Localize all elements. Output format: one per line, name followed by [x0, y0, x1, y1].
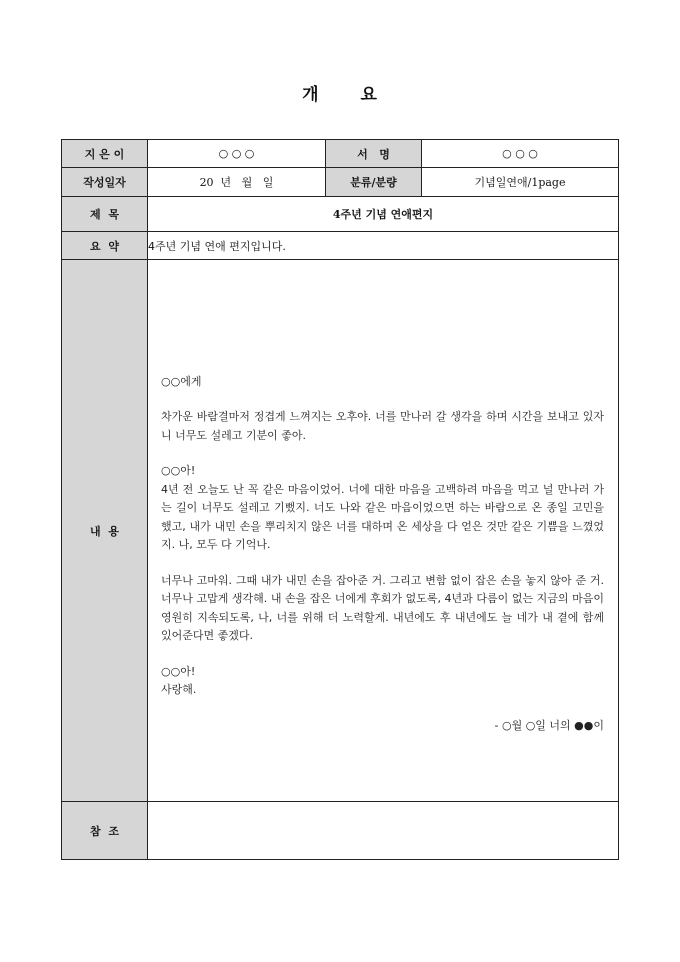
overview-form [61, 139, 619, 860]
date-row [62, 168, 619, 197]
letter-closing: 사랑해. [161, 683, 197, 697]
letter-paragraph-2: 4년 전 오늘도 난 꼭 같은 마음이었어. 너에 대한 마음을 고백하려 마음을 먹고 널 만나러 가는 길이 너무도 설레고 기뻤지. 너도 나와 같은 마음이었으면 하는 바람으로 온 종일 고민을 했고, 내가 내민 손을 뿌리치지 않은 너를 대하며 온 세상을 다 얻은 것만 같은 기쁨을 느꼈었지. 나, 모두 다 기억나. [161, 482, 604, 552]
letter-paragraph-3: 너무나 고마워. 그때 내가 내민 손을 잡아준 거. 그리고 변함 없이 잡은 손을 놓지 않아 준 거. 너무나 고맙게 생각해. 내 손을 잡은 너에게 후회가 없도록, 4년과 다름이 없는 지금의 마음이 영원히 지속되도록, 나, 너를 위해 더 노력할게. 내년에도 후 내년에도 늘 네가 내 곁에 함께 있어준다면 좋겠다. [161, 573, 604, 643]
subject-row [62, 197, 619, 232]
author-label: 지 은 이 [62, 140, 148, 168]
date-label: 작성일자 [62, 168, 148, 197]
reference-value [148, 802, 619, 860]
subject-value: 4주년 기념 연애편지 [148, 197, 619, 232]
letter-call-1: ○○아! [161, 464, 196, 478]
name-value: ○ ○ ○ [422, 140, 619, 168]
category-label: 분류/분량 [326, 168, 422, 197]
subject-label: 제 목 [62, 197, 148, 232]
letter-signature: - ○월 ○일 너의 ●●이 [494, 718, 604, 732]
summary-value: 4주년 기념 연애 편지입니다. [148, 232, 619, 260]
reference-row [62, 802, 619, 860]
author-row [62, 140, 619, 168]
reference-label: 참 조 [62, 802, 148, 860]
summary-label: 요 약 [62, 232, 148, 260]
letter-body [148, 260, 619, 802]
page-title: 개 요 [302, 85, 378, 105]
category-value: 기념일연애/1page [422, 168, 619, 197]
letter-call-2: ○○아! [161, 664, 196, 678]
letter-paragraph-1: 차가운 바람결마저 정겹게 느껴지는 오후야. 너를 만나러 갈 생각을 하며 시간을 보내고 있자니 너무도 설레고 기분이 좋아. [161, 410, 604, 442]
date-value: 20 년 월 일 [148, 168, 326, 197]
content-label: 내 용 [62, 260, 148, 802]
content-row [62, 260, 619, 802]
name-label: 서 명 [326, 140, 422, 168]
summary-row [62, 232, 619, 260]
author-value: ○ ○ ○ [148, 140, 326, 168]
letter-greeting: ○○에게 [161, 374, 202, 388]
